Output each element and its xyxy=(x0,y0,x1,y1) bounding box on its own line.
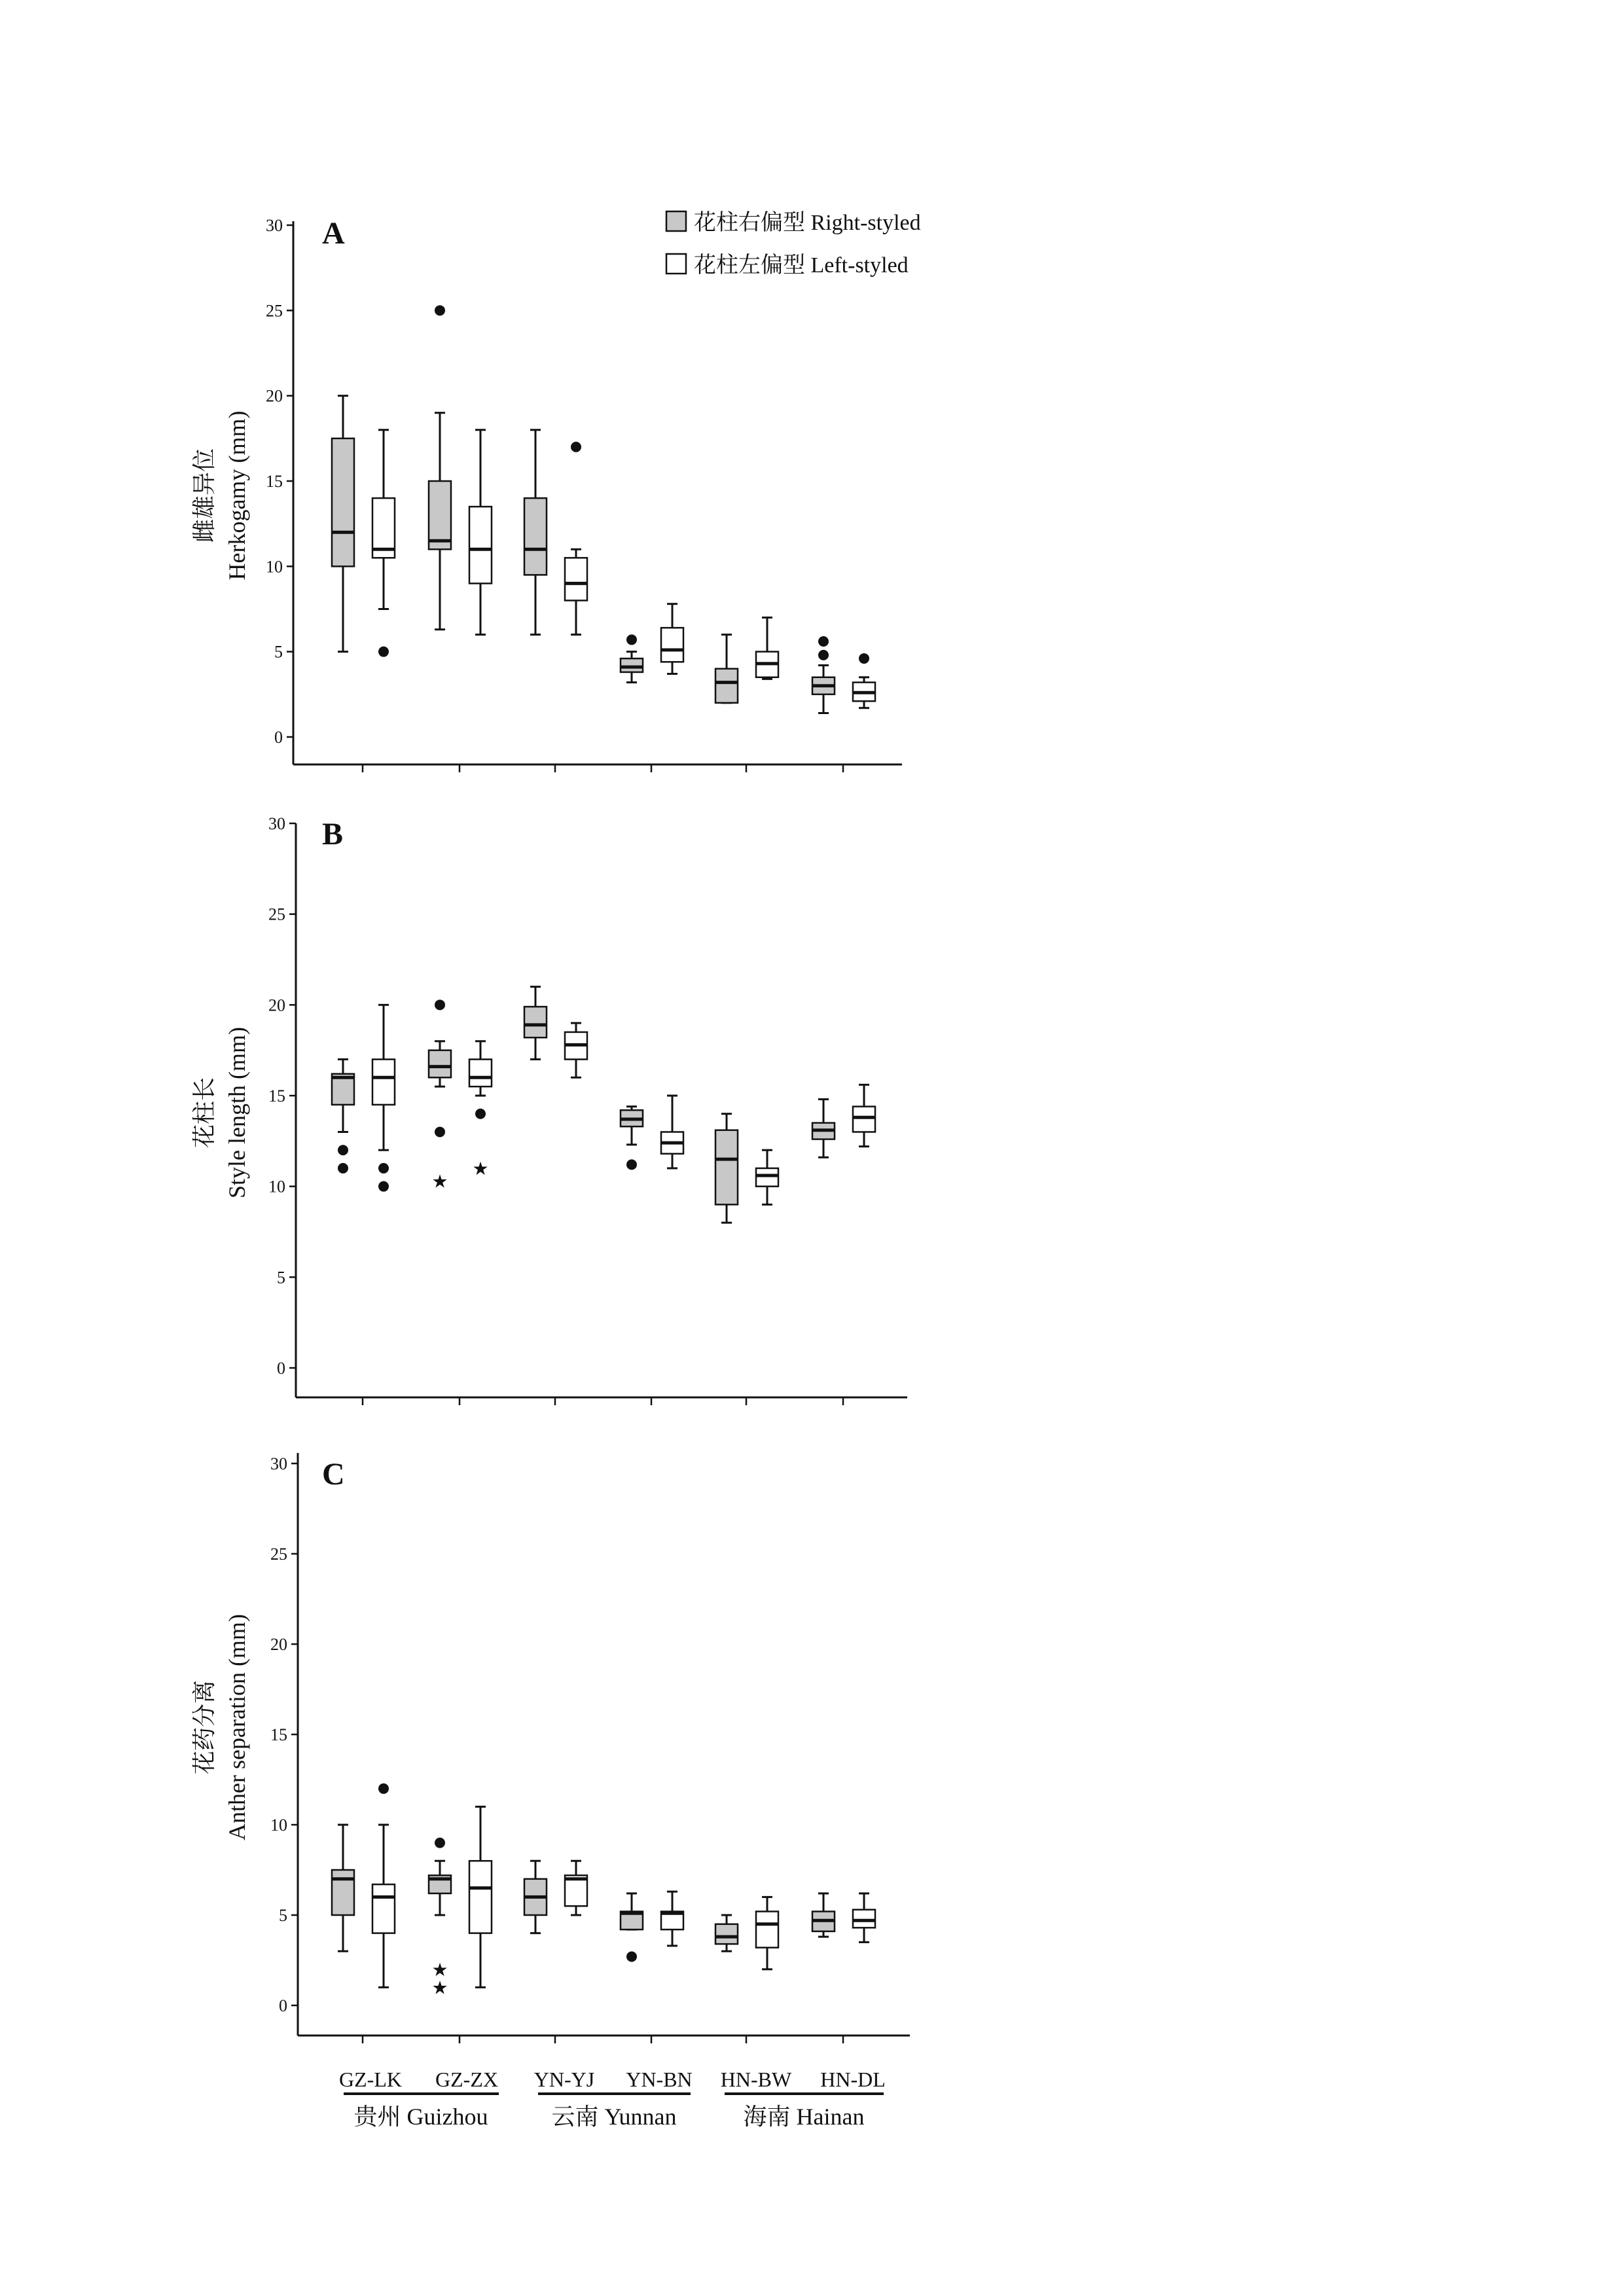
outlier-point-a xyxy=(626,634,637,645)
y-tick-label-c: 5 xyxy=(279,1906,287,1925)
y-tick-label-b: 0 xyxy=(277,1359,285,1378)
y-axis-label-en-c: Anther separation (mm) xyxy=(224,1614,250,1840)
y-tick-label-c: 20 xyxy=(270,1635,287,1654)
y-tick-label-a: 0 xyxy=(274,728,283,747)
y-tick-label-a: 5 xyxy=(274,642,283,662)
outlier-point-a xyxy=(571,442,581,452)
outlier-point-a xyxy=(818,650,829,660)
outlier-point-c xyxy=(435,1838,445,1848)
box-right-styled-a xyxy=(715,669,738,703)
panel-letter-c: C xyxy=(322,1457,345,1492)
y-tick-label-b: 30 xyxy=(268,814,285,833)
outlier-point-a xyxy=(859,653,869,664)
y-axis-label-cn-a: 雌雄异位 xyxy=(191,448,217,543)
outlier-point-b xyxy=(378,1163,389,1174)
y-tick-label-b: 10 xyxy=(268,1177,285,1196)
box-left-styled-c xyxy=(372,1884,395,1933)
box-left-styled-b xyxy=(756,1168,778,1187)
box-right-styled-b xyxy=(524,1007,547,1037)
box-right-styled-a xyxy=(621,658,643,672)
outlier-point-b xyxy=(338,1163,348,1174)
outlier-point-c xyxy=(626,1951,637,1962)
box-left-styled-c xyxy=(756,1911,778,1947)
y-tick-label-c: 30 xyxy=(270,1454,287,1473)
category-label-yn-yj: YN-YJ xyxy=(533,2068,595,2091)
y-tick-label-c: 0 xyxy=(279,1996,287,2015)
box-left-styled-a xyxy=(469,507,492,583)
y-axis-label-en-a: Herkogamy (mm) xyxy=(224,410,250,581)
panel-letter-b: B xyxy=(322,817,344,852)
box-left-styled-b xyxy=(469,1060,492,1087)
y-axis-label-cn-c: 花药分离 xyxy=(191,1679,217,1775)
panel-c xyxy=(191,1453,910,2043)
box-left-styled-b xyxy=(372,1060,395,1105)
box-right-styled-a xyxy=(332,439,354,567)
extreme-point-c: ★ xyxy=(431,1978,448,1999)
box-right-styled-a xyxy=(429,481,451,549)
panel-b xyxy=(191,814,907,1405)
y-tick-label-b: 25 xyxy=(268,905,285,924)
box-left-styled-c xyxy=(469,1861,492,1933)
box-right-styled-b xyxy=(429,1050,451,1078)
region-label-guizhou: 贵州 Guizhou xyxy=(353,2104,488,2130)
outlier-point-a xyxy=(378,647,389,657)
y-tick-label-a: 10 xyxy=(266,557,283,577)
box-right-styled-c xyxy=(332,1870,354,1915)
box-right-styled-c xyxy=(715,1924,738,1944)
y-tick-label-a: 20 xyxy=(266,386,283,406)
y-tick-label-a: 15 xyxy=(266,472,283,491)
outlier-point-b xyxy=(435,1126,445,1137)
box-left-styled-a xyxy=(661,628,683,662)
outlier-point-c xyxy=(378,1784,389,1794)
outlier-point-b xyxy=(626,1159,637,1170)
outlier-point-a xyxy=(435,305,445,315)
panel-a xyxy=(191,210,921,772)
outlier-point-b xyxy=(378,1181,389,1192)
extreme-point-b: ★ xyxy=(472,1158,489,1179)
outlier-point-b xyxy=(338,1145,348,1155)
box-left-styled-c xyxy=(853,1910,875,1928)
y-tick-label-c: 25 xyxy=(270,1545,287,1564)
category-label-yn-bn: YN-BN xyxy=(626,2068,693,2091)
legend-label-left-styled: 花柱左偏型 Left-styled xyxy=(694,253,909,278)
y-axis-label-cn-b: 花柱长 xyxy=(191,1077,217,1149)
y-axis-label-en-b: Style length (mm) xyxy=(224,1027,250,1198)
y-tick-label-b: 15 xyxy=(268,1086,285,1105)
category-label-gz-zx: GZ-ZX xyxy=(435,2068,498,2091)
box-right-styled-b xyxy=(715,1130,738,1205)
legend-swatch-left-styled xyxy=(666,254,686,274)
y-tick-label-a: 25 xyxy=(266,301,283,321)
category-label-hn-bw: HN-BW xyxy=(720,2068,792,2091)
outlier-point-b xyxy=(435,999,445,1010)
box-right-styled-a xyxy=(524,498,547,575)
box-left-styled-b xyxy=(853,1107,875,1132)
outlier-point-a xyxy=(818,636,829,647)
extreme-point-c: ★ xyxy=(431,1960,448,1981)
region-label-yunnan: 云南 Yunnan xyxy=(551,2104,677,2130)
category-label-hn-dl: HN-DL xyxy=(820,2068,886,2091)
legend-label-right-styled: 花柱右偏型 Right-styled xyxy=(694,211,921,235)
x-axis-labels xyxy=(339,2068,886,2130)
box-left-styled-a xyxy=(565,558,587,600)
y-tick-label-a: 30 xyxy=(266,216,283,235)
legend xyxy=(666,210,921,278)
extreme-point-b: ★ xyxy=(431,1172,448,1193)
panel-letter-a: A xyxy=(322,216,345,251)
y-tick-label-c: 15 xyxy=(270,1725,287,1744)
category-label-gz-lk: GZ-LK xyxy=(339,2068,402,2091)
region-label-hainan: 海南 Hainan xyxy=(743,2104,865,2130)
y-tick-label-c: 10 xyxy=(270,1816,287,1835)
y-tick-label-b: 5 xyxy=(277,1268,285,1287)
y-tick-label-b: 20 xyxy=(268,996,285,1015)
legend-swatch-right-styled xyxy=(666,211,686,231)
outlier-point-b xyxy=(475,1109,486,1119)
